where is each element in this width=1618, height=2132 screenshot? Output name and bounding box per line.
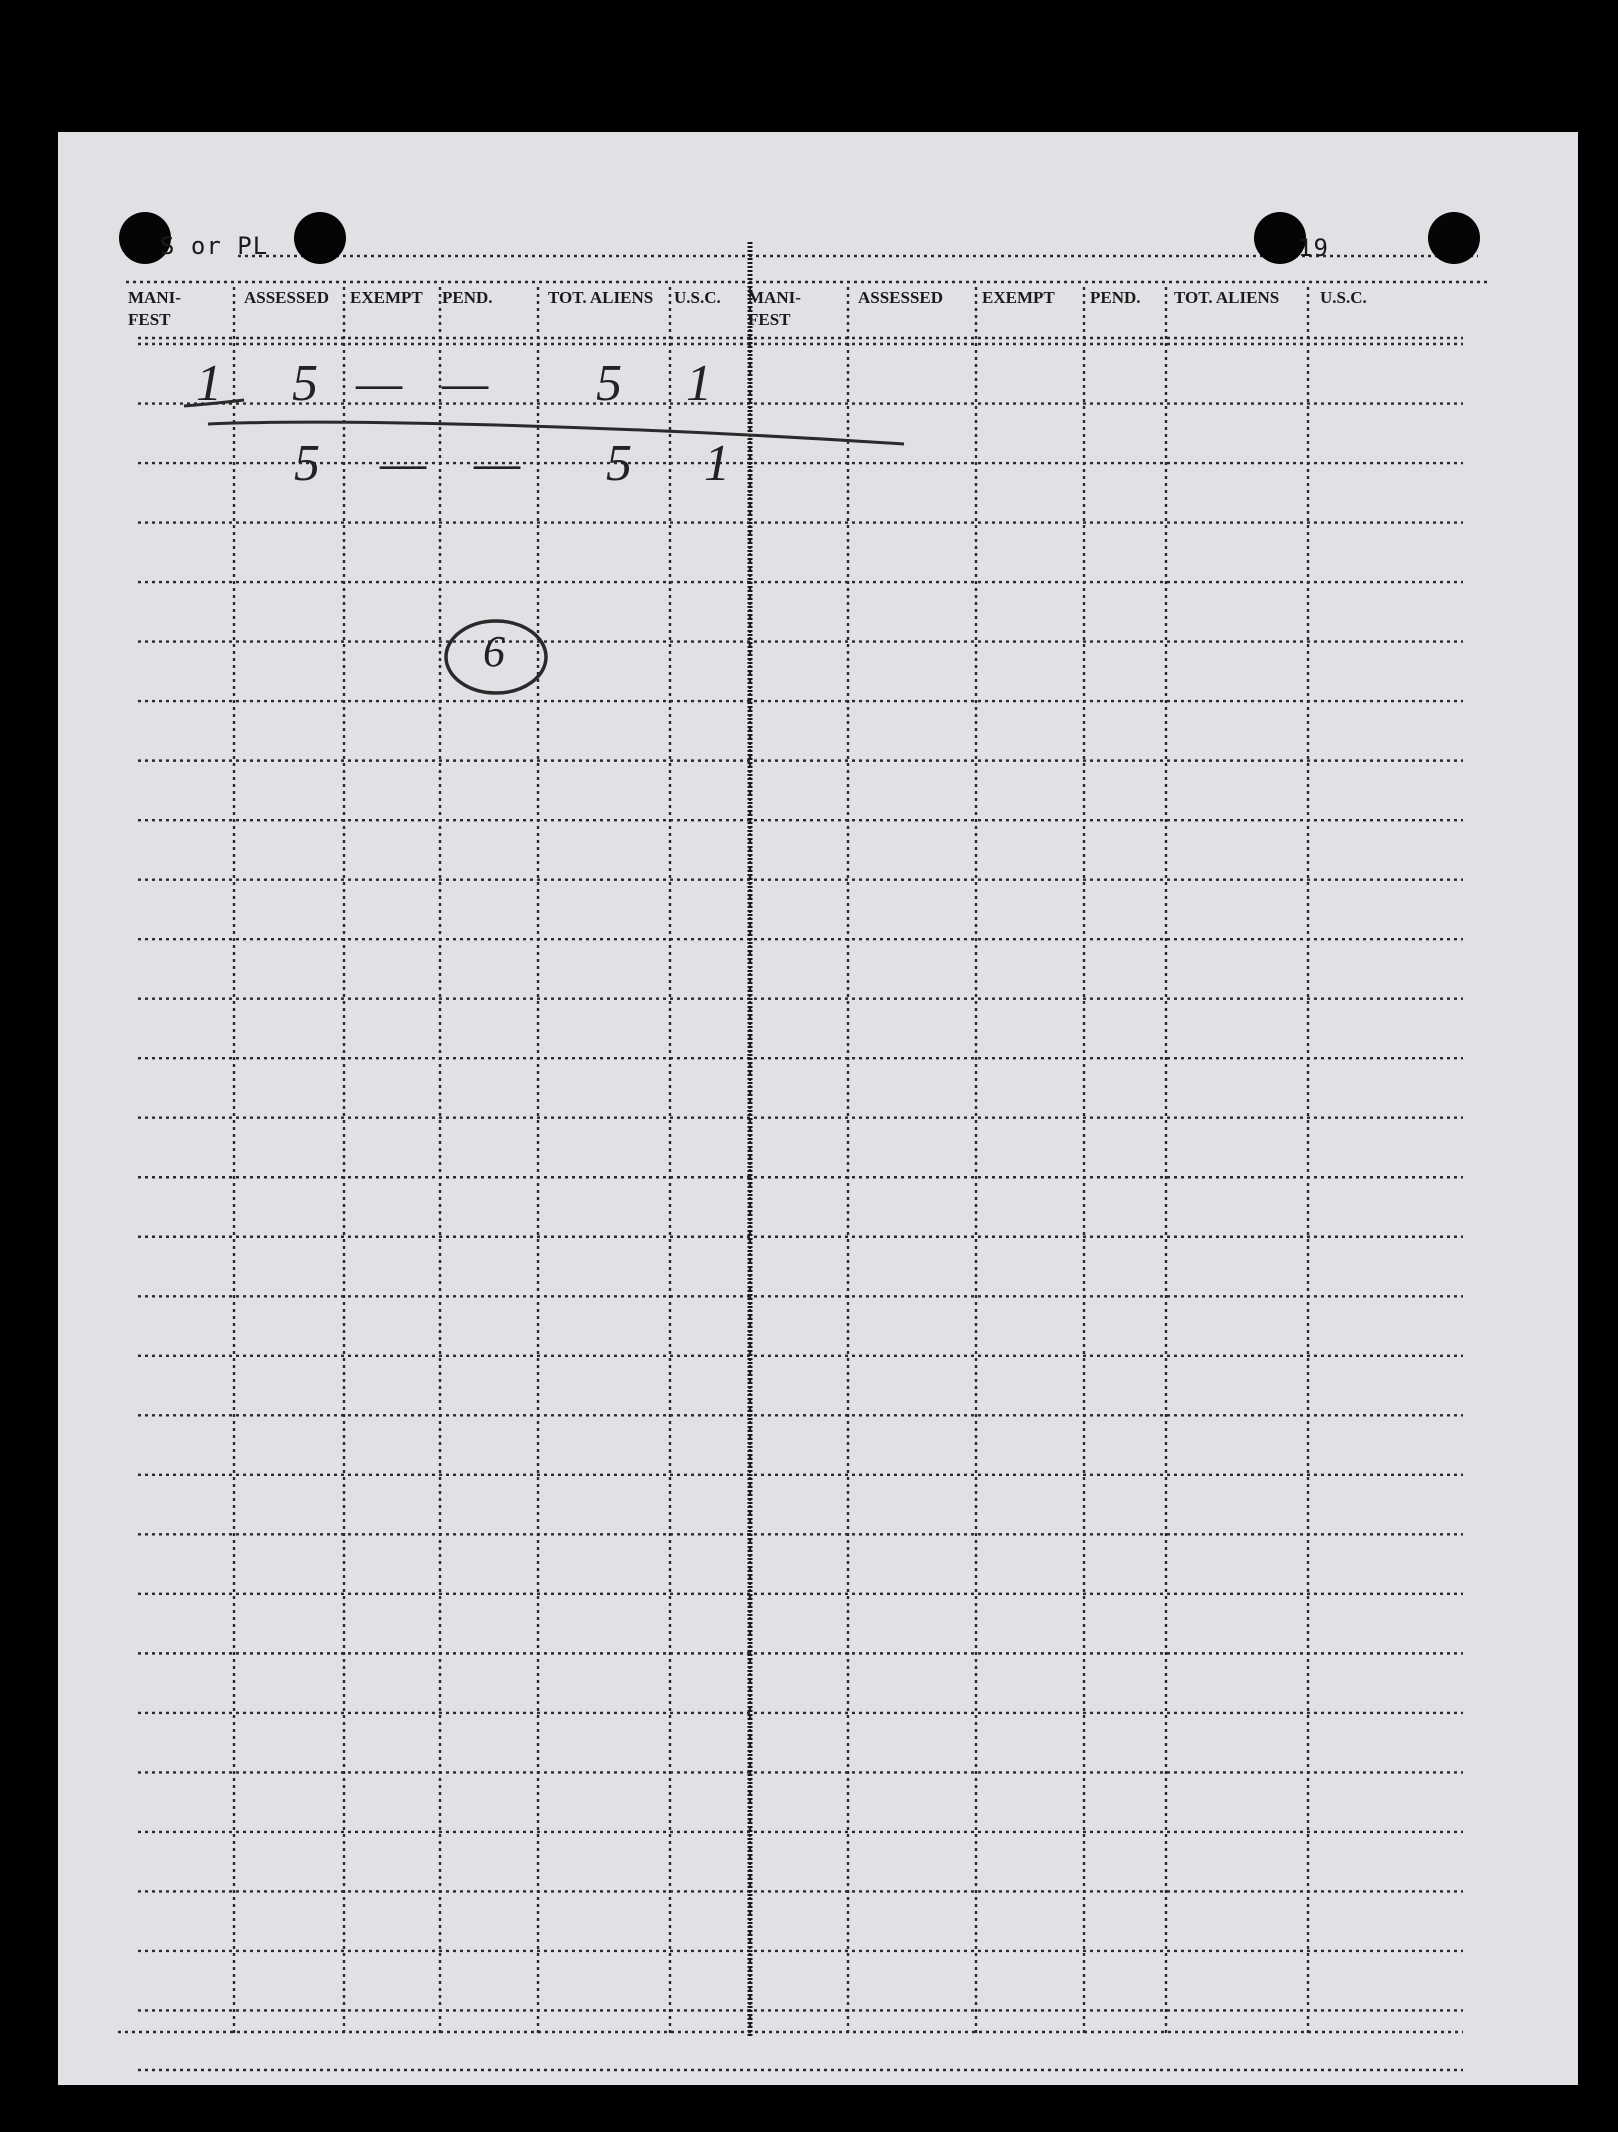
- entry-usc: 1: [686, 355, 712, 412]
- col-tot-aliens-left: TOT. ALIENS: [548, 288, 654, 307]
- entry-tot-aliens: 5: [596, 355, 622, 412]
- col-usc-left: U.S.C.: [674, 288, 721, 307]
- ruled-grid: [58, 132, 1578, 2085]
- col-assessed-right: ASSESSED: [858, 288, 944, 307]
- heading-prefix: S or PL: [160, 232, 269, 260]
- entry-assessed: 5: [292, 355, 318, 412]
- total-tot-aliens: 5: [606, 435, 632, 492]
- col-exempt-left: EXEMPT: [350, 288, 423, 307]
- heading-year: 19: [1298, 234, 1329, 262]
- entry-manifest: 1: [196, 355, 222, 412]
- col-assessed-left: ASSESSED: [244, 288, 330, 307]
- punch-hole-right-2: [1428, 212, 1480, 264]
- form-sheet: [58, 132, 1578, 2085]
- punch-hole-left-2: [294, 212, 346, 264]
- entry-exempt: —: [356, 355, 403, 412]
- col-manifest-right: MANI- FEST: [748, 288, 801, 329]
- total-pend: —: [474, 435, 521, 492]
- total-exempt: —: [380, 435, 427, 492]
- circled-number: 6: [483, 627, 505, 676]
- entry-pend: —: [442, 355, 489, 412]
- col-pend-left: PEND.: [442, 288, 493, 307]
- col-manifest-left: MANI- FEST: [128, 288, 181, 329]
- col-usc-right: U.S.C.: [1320, 288, 1367, 307]
- col-exempt-right: EXEMPT: [982, 288, 1055, 307]
- col-pend-right: PEND.: [1090, 288, 1141, 307]
- total-assessed: 5: [294, 435, 320, 492]
- col-tot-aliens-right: TOT. ALIENS: [1174, 288, 1280, 307]
- total-usc: 1: [704, 435, 730, 492]
